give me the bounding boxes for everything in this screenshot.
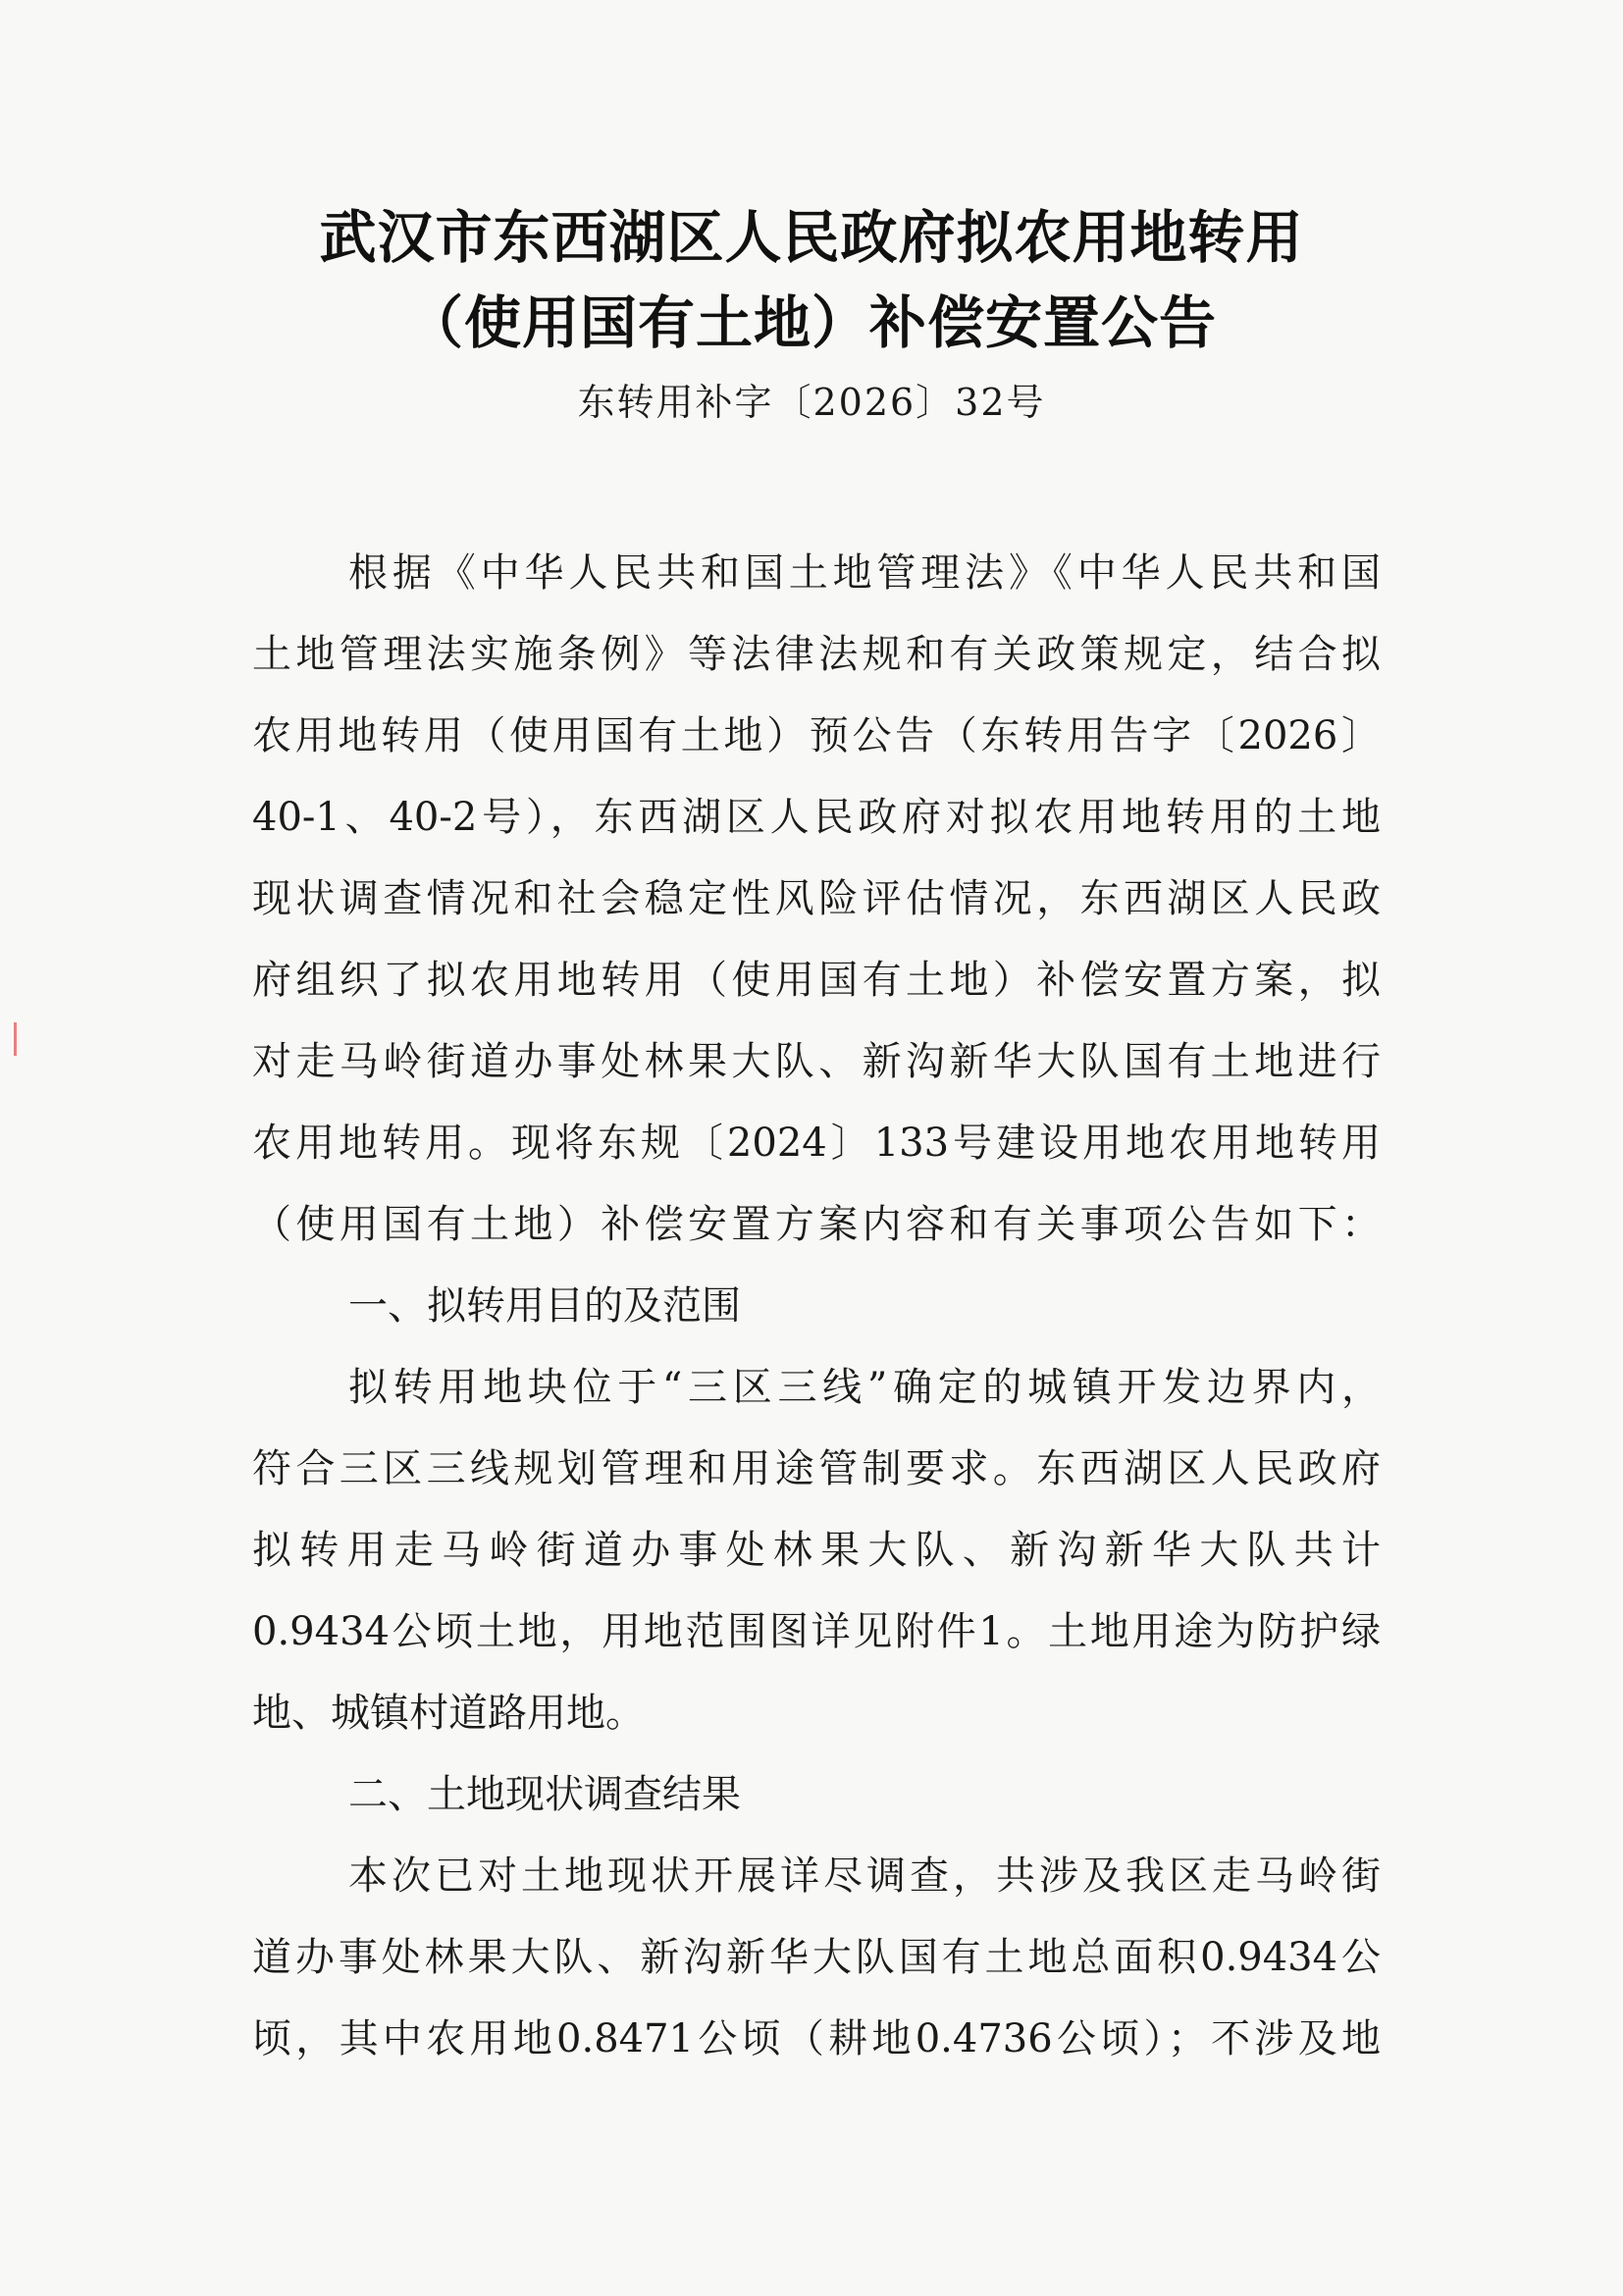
- body-line: 道办事处林果大队、新沟新华大队国有土地总面积0.9434公: [252, 1935, 1381, 1980]
- body-line: 府组织了拟农用地转用（使用国有土地）补偿安置方案，拟: [252, 958, 1381, 1003]
- body-line: 40-1、40-2号），东西湖区人民政府对拟农用地转用的土地: [252, 795, 1381, 840]
- body-line: 土地管理法实施条例》等法律法规和有关政策规定，结合拟: [252, 632, 1381, 677]
- body-line: 符合三区三线规划管理和用途管制要求。东西湖区人民政府: [252, 1446, 1381, 1491]
- body-line: 农用地转用。现将东规〔2024〕133号建设用地农用地转用: [252, 1121, 1381, 1166]
- body-line: 农用地转用（使用国有土地）预公告（东转用告字〔2026〕: [252, 713, 1381, 758]
- body-line: 现状调查情况和社会稳定性风险评估情况，东西湖区人民政: [252, 876, 1381, 921]
- body-line: 顷，其中农用地0.8471公顷（耕地0.4736公顷）；不涉及地: [252, 2016, 1381, 2061]
- body-line: 本次已对土地现状开展详尽调查，共涉及我区走马岭街: [348, 1853, 1381, 1899]
- body-line: （使用国有土地）补偿安置方案内容和有关事项公告如下：: [252, 1202, 1381, 1247]
- body-line: 0.9434公顷土地，用地范围图详见附件1。土地用途为防护绿: [252, 1609, 1381, 1654]
- body-line: 拟转用地块位于“三区三线”确定的城镇开发边界内，: [348, 1365, 1381, 1410]
- body-line: 拟转用走马岭街道办事处林果大队、新沟新华大队共计: [252, 1528, 1381, 1573]
- document-title-line-2: （使用国有土地）补偿安置公告: [405, 289, 1217, 356]
- section-heading-2: 二、土地现状调查结果: [348, 1772, 741, 1817]
- body-line: 根据《中华人民共和国土地管理法》《中华人民共和国: [348, 550, 1381, 596]
- document-title-line-1: 武汉市东西湖区人民政府拟农用地转用: [319, 204, 1304, 271]
- section-heading-1: 一、拟转用目的及范围: [348, 1283, 741, 1329]
- body-line: 地、城镇村道路用地。: [252, 1691, 645, 1736]
- scan-edge-mark: [14, 1022, 17, 1056]
- document-number: 东转用补字〔2026〕32号: [577, 381, 1046, 424]
- body-line: 对走马岭街道办事处林果大队、新沟新华大队国有土地进行: [252, 1039, 1381, 1084]
